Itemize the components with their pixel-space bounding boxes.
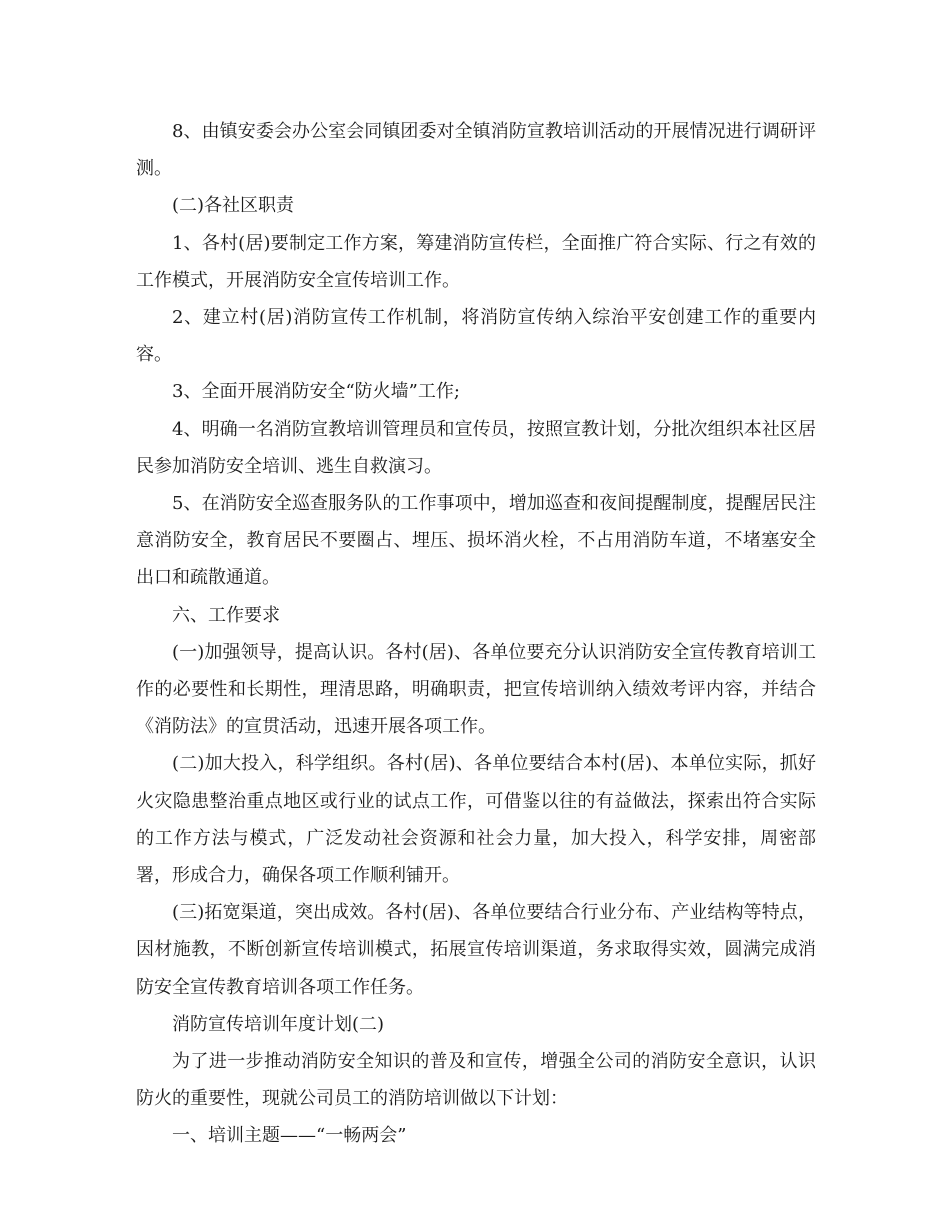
section-heading-training-theme: 一、培训主题——“一畅两会” [172, 1125, 407, 1147]
paragraph-5: 3、全面开展消防安全“防火墙”工作; [172, 381, 460, 403]
paragraph-2: (二)各社区职责 [172, 195, 295, 217]
paragraph-4: 2、建立村(居)消防宣传工作机制，将消防宣传纳入综治平安创建工作的重要内容。 [136, 307, 816, 366]
paragraph-11: (三)拓宽渠道，突出成效。各村(居)、各单位要结合行业分布、产业结构等特点，因材施教，不断创新宣传培训模式，拓展宣传培训渠道，务求取得实效，圆满完成消防安全宣传教育培训各项工作任务。 [136, 902, 816, 998]
paragraph-13: 为了进一步推动消防安全知识的普及和宣传，增强全公司的消防安全意识，认识防火的重要性，现就公司员工的消防培训做以下计划： [136, 1051, 816, 1110]
paragraph-7: 5、在消防安全巡查服务队的工作事项中，增加巡查和夜间提醒制度，提醒居民注意消防安全，教育居民不要圈占、埋压、损坏消火栓，不占用消防车道，不堵塞安全出口和疏散通道。 [136, 493, 816, 589]
section-title-annual-plan: 消防宣传培训年度计划(二) [172, 1013, 385, 1035]
paragraph-3: 1、各村(居)要制定工作方案，筹建消防宣传栏，全面推广符合实际、行之有效的工作模式，开展消防安全宣传培训工作。 [136, 232, 816, 291]
paragraph-6: 4、明确一名消防宣教培训管理员和宣传员，按照宣教计划，分批次组织本社区居民参加消防安全培训、逃生自救演习。 [136, 418, 816, 477]
paragraph-9: (一)加强领导，提高认识。各村(居)、各单位要充分认识消防安全宣传教育培训工作的必要性和长期性，理清思路，明确职责，把宣传培训纳入绩效考评内容，并结合《消防法》的宣贯活动，迅速开展各项工作。 [136, 641, 816, 738]
paragraph-10: (二)加大投入，科学组织。各村(居)、各单位要结合本村(居)、本单位实际，抓好火灾隐患整治重点地区或行业的试点工作，可借鉴以往的有益做法，探索出符合实际的工作方法与模式，广泛发动社会资源和社会力量，加大投入，科学安排，周密部署，形成合力，确保各项工作顺利铺开。 [136, 753, 816, 887]
section-heading-work-requirements: 六、工作要求 [172, 604, 280, 626]
document-body [136, 113, 816, 1155]
paragraph-1: 8、由镇安委会办公室会同镇团委对全镇消防宣教培训活动的开展情况进行调研评测。 [136, 121, 816, 180]
